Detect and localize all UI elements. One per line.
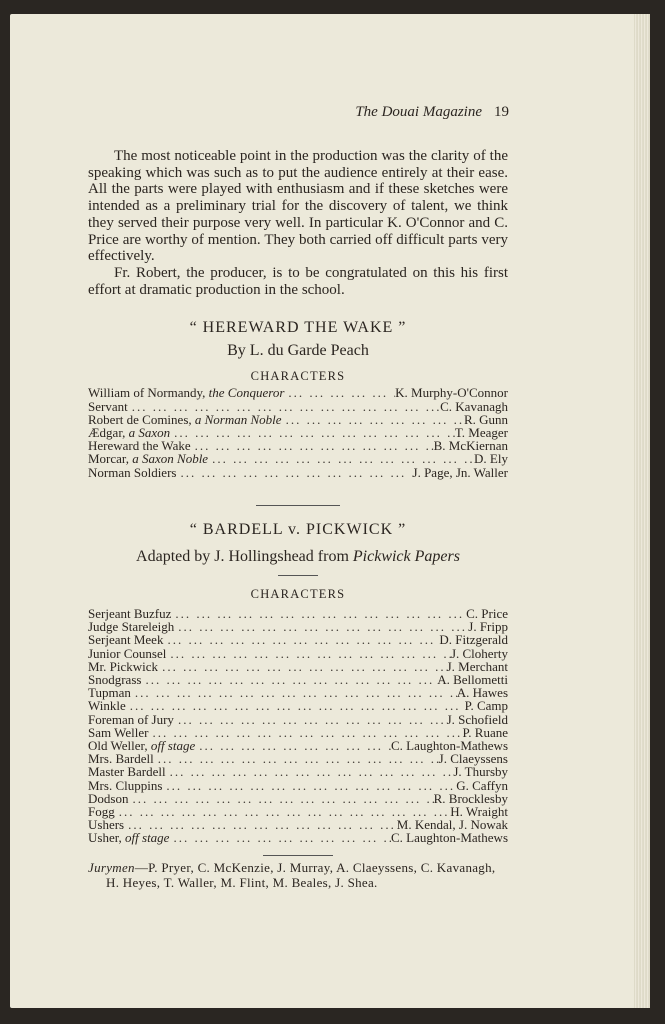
leader-dots [128,792,433,805]
cast-actor: R. Gunn [463,411,508,427]
leader-dots [154,752,439,765]
leader-dots [126,699,465,712]
role-name: Norman Soldiers [88,464,177,480]
role-name: Old Weller, [88,738,148,753]
leader-dots [166,765,454,778]
leader-dots [131,686,457,699]
role-name: Master Bardell [88,764,166,780]
leader-dots [191,439,434,452]
cast-actor: H. Wraight [450,804,508,820]
role-description: off stage [125,830,170,846]
cast-actor: G. Caffyn [456,777,508,793]
play2-characters-heading: CHARACTERS [250,587,346,602]
role-name: Judge Stareleigh [88,619,175,635]
role-description: the Conqueror [208,385,285,401]
leader-dots [174,713,447,726]
cast-actor: D. Ely [474,451,508,467]
role-description: a Norman Noble [194,411,282,427]
role-name: Serjeant Buzfuz [88,605,172,621]
leader-dots [169,831,391,844]
magazine-title: The Douai Magazine [355,104,482,120]
cast-actor: J. Fripp [468,619,508,635]
cast-actor: J. Claeyssens [438,751,508,767]
role-name: Foreman of Jury [88,711,174,727]
cast-actor: C. Kavanagh [440,398,508,414]
cast-role [88,466,176,479]
role-description: off stage [150,738,196,753]
adapted-source: Pickwick Papers [352,547,460,565]
leader-dots [166,647,451,660]
role-name: Sam Weller [88,724,149,740]
leader-dots [171,607,466,620]
cast-row [88,466,508,479]
leader-dots [208,452,474,465]
leader-dots [284,386,395,399]
role-name: Hereward the Wake [88,438,191,454]
role-name: Fogg [88,804,115,820]
role-name: Morcar, [88,451,129,467]
play1-characters-heading: CHARACTERS [250,368,346,383]
role-name: Winkle [88,698,126,714]
jurymen-line [88,860,508,890]
leader-dots [163,633,439,646]
page-number: 19 [494,104,509,120]
cast-actor: C. Price [466,605,508,621]
cast-actor: P. Camp [464,698,508,714]
role-name: Mrs. Cluppins [88,777,163,793]
role-name: Snodgrass [88,671,142,687]
jurymen-names: —P. Pryer, C. McKenzie, J. Murray, A. Claeyssens, C. Kavanagh, H. Heyes, T. Waller, M. Flint, M. Beales, J. Shea. [106,859,496,890]
role-name: Dodson [88,790,129,806]
play2-adapted-by [88,549,508,566]
title-divider [278,575,318,576]
role-description: a Saxon [128,425,171,441]
leader-dots [162,779,456,792]
role-description: a Saxon Noble [132,451,209,467]
cast-actor: J. Schofield [446,711,508,727]
cast-actor: C. Laughton-Mathews [391,830,508,846]
cast-row [88,779,508,792]
cast-actor: A. Bellometti [437,671,508,687]
cast-actor: J. Merchant [446,658,508,674]
cast-actor: P. Ruane [462,724,508,740]
role-name: Mr. Pickwick [88,658,159,674]
role-name: Mrs. Bardell [88,751,154,767]
play1-title: “ HEREWARD THE WAKE ” [189,319,407,337]
role-name: Serjeant Meek [88,632,164,648]
cast-actor: J. Thursby [453,764,508,780]
page-content [88,148,508,903]
cast-actor: A. Hawes [456,685,508,701]
cast-actor: J. Cloherty [450,645,508,661]
cast-row [88,713,508,726]
cast-actor: D. Fitzgerald [439,632,508,648]
cast-actor: K. Murphy-O'Connor [395,385,508,401]
leader-dots [174,620,468,633]
leader-dots [158,660,447,673]
cast-role [88,831,169,844]
role-name: Robert de Comines, [88,411,192,427]
play1-cast-list [88,386,508,478]
play2-title: “ BARDELL v. PICKWICK ” [189,520,407,538]
leader-dots [282,413,464,426]
cast-row [88,686,508,699]
role-name: Tupman [88,685,131,701]
leader-dots [176,466,412,479]
cast-actor: J. Page, Jn. Waller [412,464,508,480]
cast-row [88,831,508,844]
review-paragraph-2: Fr. Robert, the producer, is to be congratulated on this his first effort at dramatic production in the school. [88,264,508,298]
leader-dots [170,426,455,439]
page-edge [634,14,650,1008]
role-name: Junior Counsel [88,645,167,661]
role-name: Servant [88,398,128,414]
cast-actor: T. Meager [454,425,508,441]
leader-dots [195,739,391,752]
cast-row [88,673,508,686]
play1-byline: By L. du Garde Peach [227,342,369,360]
role-name: Ushers [88,817,125,833]
cast-actor: R. Brocklesby [433,790,508,806]
leader-dots [141,673,437,686]
cast-row [88,792,508,805]
cast-actor: M. Kendal, J. Nowak [396,817,508,833]
role-name: Usher, [88,830,122,846]
cast-row [88,660,508,673]
play2-cast-list [88,607,508,845]
role-name: William of Normandy, [88,385,206,401]
jurymen-label: Jurymen [88,859,135,875]
cast-actor: B. McKiernan [433,438,508,454]
cast-actor: C. Laughton-Mathews [391,738,508,753]
jurymen-divider [263,855,333,856]
running-header [355,104,509,121]
cast-row [88,386,508,399]
section-divider [256,505,340,506]
adapted-prefix: Adapted by J. Hollingshead from [136,547,349,565]
review-paragraph-1: The most noticeable point in the production was the clarity of the speaking which was such as to put the audience entirely at their ease. All the parts were played with enthusiasm and if these sketches were intended as a preliminary trial for the discovery of talent, we think they served their purpose very well. In particular K. O'Connor and C. Price are worthy of mention. They both carried off difficult parts very effectively. [88,148,508,265]
role-name: Ædgar, [88,425,126,441]
